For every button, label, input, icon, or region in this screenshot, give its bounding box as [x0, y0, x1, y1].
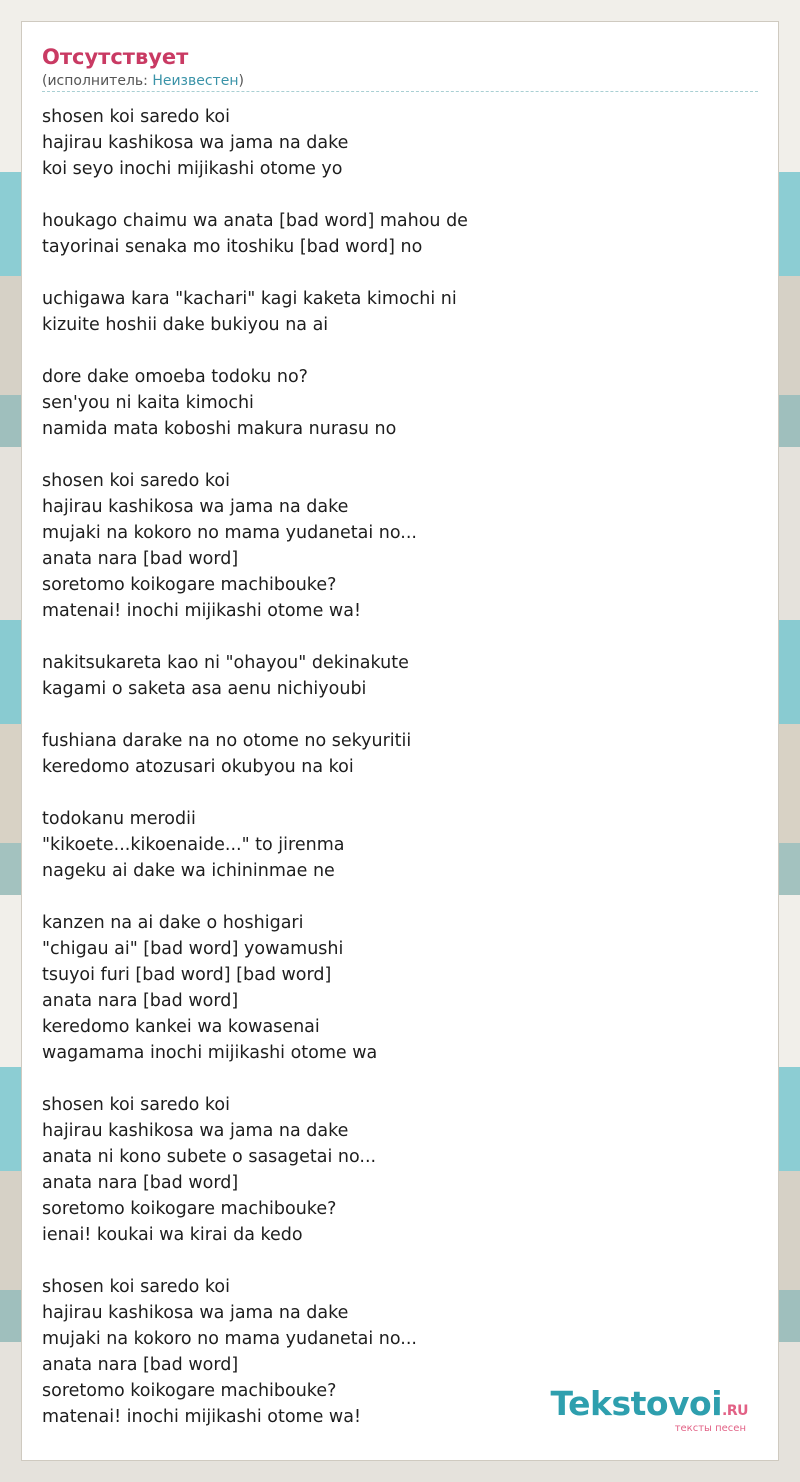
- logo-tld: .RU: [722, 1403, 748, 1419]
- lyric-line: soretomo koikogare machibouke?: [42, 575, 337, 595]
- logo-tagline: тексты песен: [674, 1423, 746, 1434]
- stanza-gap: [42, 442, 742, 468]
- lyric-line: uchigawa kara "kachari" kagi kaketa kimochi ni: [42, 289, 457, 309]
- lyric-line: matenai! inochi mijikashi otome wa!: [42, 1407, 361, 1427]
- song-header: [42, 44, 758, 92]
- lyric-line: nakitsukareta kao ni "ohayou" dekinakute: [42, 653, 409, 673]
- lyric-line: wagamama inochi mijikashi otome wa: [42, 1043, 378, 1063]
- artist-line: [42, 72, 758, 92]
- lyrics-card: [22, 22, 778, 1460]
- lyric-line: keredomo atozusari okubyou na koi: [42, 757, 354, 777]
- lyric-line: hajirau kashikosa wa jama na dake: [42, 1303, 349, 1323]
- site-logo[interactable]: [550, 1384, 748, 1434]
- lyric-line: dore dake omoeba todoku no?: [42, 367, 308, 387]
- lyric-line: tsuyoi furi [bad word] [bad word]: [42, 965, 332, 985]
- lyric-line: soretomo koikogare machibouke?: [42, 1199, 337, 1219]
- lyric-line: tayorinai senaka mo itoshiku [bad word] no: [42, 237, 423, 257]
- lyric-line: houkago chaimu wa anata [bad word] mahou de: [42, 211, 468, 231]
- stanza-gap: [42, 182, 742, 208]
- lyric-line: kagami o saketa asa aenu nichiyoubi: [42, 679, 367, 699]
- lyric-line: fushiana darake na no otome no sekyuritii: [42, 731, 412, 751]
- stanza-gap: [42, 884, 742, 910]
- lyric-line: koi seyo inochi mijikashi otome yo: [42, 159, 343, 179]
- stanza-gap: [42, 624, 742, 650]
- lyric-line: mujaki na kokoro no mama yudanetai no...: [42, 523, 417, 543]
- lyric-line: hajirau kashikosa wa jama na dake: [42, 1121, 349, 1141]
- lyric-line: nageku ai dake wa ichininmae ne: [42, 861, 335, 881]
- lyric-line: matenai! inochi mijikashi otome wa!: [42, 601, 361, 621]
- logo-wordmark: [550, 1384, 748, 1428]
- lyric-line: anata nara [bad word]: [42, 549, 239, 569]
- logo-brand: Tekstovoi: [550, 1384, 723, 1423]
- lyric-line: kanzen na ai dake o hoshigari: [42, 913, 304, 933]
- artist-suffix: ): [238, 73, 244, 89]
- stanza-gap: [42, 338, 742, 364]
- lyric-line: "kikoete...kikoenaide..." to jirenma: [42, 835, 345, 855]
- lyric-line: shosen koi saredo koi: [42, 1095, 230, 1115]
- stanza-gap: [42, 1066, 742, 1092]
- lyric-line: sen'you ni kaita kimochi: [42, 393, 254, 413]
- stanza-gap: [42, 702, 742, 728]
- lyric-line: mujaki na kokoro no mama yudanetai no...: [42, 1329, 417, 1349]
- artist-link[interactable]: Неизвестен: [152, 73, 239, 89]
- lyric-line: soretomo koikogare machibouke?: [42, 1381, 337, 1401]
- lyric-line: anata ni kono subete o sasagetai no...: [42, 1147, 377, 1167]
- lyrics-body: [42, 104, 742, 1430]
- lyric-line: anata nara [bad word]: [42, 1355, 239, 1375]
- lyric-line: todokanu merodii: [42, 809, 196, 829]
- lyric-line: shosen koi saredo koi: [42, 471, 230, 491]
- lyric-line: "chigau ai" [bad word] yowamushi: [42, 939, 344, 959]
- lyric-line: anata nara [bad word]: [42, 991, 239, 1011]
- song-title: Отсутствует: [42, 45, 189, 69]
- lyric-line: ienai! koukai wa kirai da kedo: [42, 1225, 303, 1245]
- lyric-line: anata nara [bad word]: [42, 1173, 239, 1193]
- stanza-gap: [42, 1248, 742, 1274]
- lyric-line: kizuite hoshii dake bukiyou na ai: [42, 315, 329, 335]
- lyric-line: namida mata koboshi makura nurasu no: [42, 419, 397, 439]
- stanza-gap: [42, 260, 742, 286]
- lyric-line: hajirau kashikosa wa jama na dake: [42, 497, 349, 517]
- lyric-line: keredomo kankei wa kowasenai: [42, 1017, 320, 1037]
- artist-prefix: (исполнитель:: [42, 73, 153, 89]
- stanza-gap: [42, 780, 742, 806]
- lyric-line: hajirau kashikosa wa jama na dake: [42, 133, 349, 153]
- lyric-line: shosen koi saredo koi: [42, 107, 230, 127]
- lyric-line: shosen koi saredo koi: [42, 1277, 230, 1297]
